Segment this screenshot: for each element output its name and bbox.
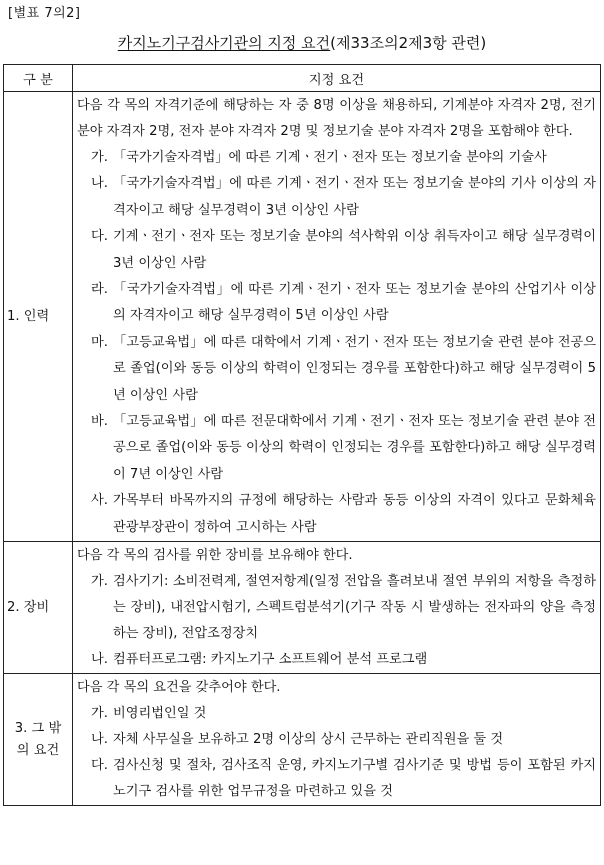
item-text: 기계ㆍ전기ㆍ전자 또는 정보기술 분야의 석사학위 이상 취득자이고 해당 실무경력이 3년 이상인 사람	[113, 229, 596, 271]
category-other-line1: 3. 그 밖	[14, 720, 62, 736]
list-item	[77, 753, 596, 805]
header-category: 구 분	[4, 65, 73, 92]
item-marker: 나.	[91, 732, 108, 748]
list-item	[77, 277, 596, 330]
title-reference: (제33조의2제3항 관련)	[330, 34, 487, 52]
item-text: 가목부터 바목까지의 규정에 해당하는 사람과 동등 이상의 자격이 있다고 문화체육관광부장관이 정하여 고시하는 사람	[113, 493, 596, 535]
table-row-other	[4, 674, 601, 806]
requirements-table	[3, 64, 601, 806]
list-item	[77, 145, 596, 171]
personnel-intro: 다음 각 목의 자격기준에 해당하는 자 중 8명 이상을 채용하되, 기계분야 자격자 2명, 전기 분야 자격자 2명, 전자 분야 자격자 2명 및 정보기술 분야 자격자 2명을 포함해야 한다.	[77, 98, 596, 139]
item-marker: 사.	[91, 493, 108, 509]
category-other	[4, 674, 73, 806]
requirements-other	[73, 674, 601, 806]
list-item	[77, 488, 596, 541]
item-marker: 다.	[91, 229, 108, 245]
other-intro: 다음 각 목의 요건을 갖추어야 한다.	[77, 680, 281, 696]
item-text: 「국가기술자격법」에 따른 기계ㆍ전기ㆍ전자 또는 정보기술 분야의 기사 이상의 자격자이고 해당 실무경력이 3년 이상인 사람	[113, 176, 596, 218]
header-requirement: 지정 요건	[73, 65, 601, 92]
document-title	[0, 32, 604, 53]
title-main: 카지노기구검사기관의 지정 요건	[117, 34, 331, 52]
item-text: 컴퓨터프로그램: 카지노기구 소프트웨어 분석 프로그램	[113, 652, 428, 668]
requirements-personnel	[73, 92, 601, 542]
equipment-intro: 다음 각 목의 검사를 위한 장비를 보유해야 한다.	[77, 548, 353, 564]
item-marker: 가.	[91, 150, 108, 165]
item-text: 비영리법인일 것	[113, 706, 207, 722]
item-text: 「국가기술자격법」에 따른 기계ㆍ전기ㆍ전자 또는 정보기술 분야의 기술사	[113, 150, 547, 165]
list-item	[77, 569, 596, 647]
list-item	[77, 727, 596, 753]
item-text: 「고등교육법」에 따른 전문대학에서 기계ㆍ전기ㆍ전자 또는 정보기술 관련 분야 전공으로 졸업(이와 동등 이상의 학력이 인정되는 경우를 포함한다)하고 해당 실무경력이 7년 이상인 사람	[113, 414, 596, 482]
item-text: 검사신청 및 절차, 검사조직 운영, 카지노기구별 검사기준 및 방법 등이 포함된 카지노기구 검사를 위한 업무규정을 마련하고 있을 것	[113, 758, 596, 800]
item-marker: 마.	[91, 334, 108, 350]
item-text: 자체 사무실을 보유하고 2명 이상의 상시 근무하는 관리직원을 둘 것	[113, 732, 504, 748]
item-marker: 라.	[91, 282, 108, 298]
table-header-row	[4, 65, 601, 92]
item-text: 검사기기: 소비전력계, 절연저항계(일정 전압을 흘려보내 절연 부위의 저항을 측정하는 장비), 내전압시험기, 스펙트럼분석기(기구 작동 시 발생하는 전자파의 양을 측정하는 장비), 전압조정장치	[113, 574, 596, 642]
table-row-equipment	[4, 542, 601, 674]
category-other-line2: 의 요건	[16, 742, 60, 758]
item-marker: 나.	[91, 652, 108, 668]
list-item	[77, 171, 596, 224]
item-marker: 나.	[91, 176, 108, 192]
requirements-equipment	[73, 542, 601, 674]
item-marker: 바.	[91, 414, 108, 430]
table-row-personnel	[4, 92, 601, 542]
item-marker: 다.	[91, 758, 108, 774]
list-item	[77, 409, 596, 488]
list-item	[77, 701, 596, 727]
item-text: 「고등교육법」에 따른 대학에서 기계ㆍ전기ㆍ전자 또는 정보기술 관련 분야 전공으로 졸업(이와 동등 이상의 학력이 인정되는 경우를 포함한다)하고 해당 실무경력이 5년 이상인 사람	[113, 334, 596, 403]
item-marker: 가.	[91, 706, 108, 722]
item-text: 「국가기술자격법」에 따른 기계ㆍ전기ㆍ전자 또는 정보기술 분야의 산업기사 이상의 자격자이고 해당 실무경력이 5년 이상인 사람	[113, 282, 596, 324]
category-equipment: 2. 장비	[4, 542, 73, 674]
list-item	[77, 224, 596, 277]
list-item	[77, 330, 596, 409]
category-personnel: 1. 인력	[4, 92, 73, 542]
item-marker: 가.	[91, 574, 108, 590]
appendix-caption: [별표 7의2]	[8, 6, 81, 21]
list-item	[77, 647, 596, 673]
